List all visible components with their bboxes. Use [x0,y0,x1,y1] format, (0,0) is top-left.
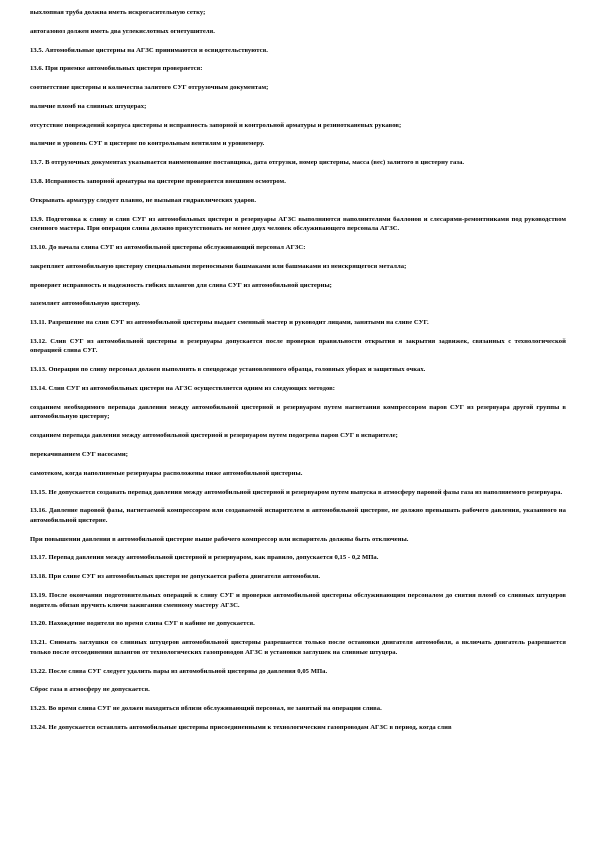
paragraph: 13.22. После слива СУГ следует удалить пары из автомобильной цистерны до давления 0,05 МПа. [30,667,328,675]
paragraph: 13.23. Во время слива СУГ не должен находиться вблизи обслуживающий персонал, не занятый на операции слива. [30,705,382,713]
paragraph: автогазовоз должен иметь два углекислотных огнетушителя. [30,27,215,35]
paragraph: 13.15. Не допускается создавать перепад давления между автомобильной цистерной и резервуаром путем выпуска в атмосферу паровой фазы газа из наполняемого резервуара. [30,488,563,496]
paragraph: созданием необходимого перепада давления между автомобильной цистерной и резервуаром путем нагнетания компрессором паров СУГ из резервуара другой группы в автомобильную цистерну; [30,403,566,421]
paragraph: наличие пломб на сливных штуцерах; [30,102,147,110]
paragraph: 13.17. Перепад давления между автомобильной цистерной и резервуаром, как правило, допускается 0,15 - 0,2 МПа. [30,554,379,562]
paragraph: созданием перепада давления между автомобильной цистерной и резервуаром путем подогрева паров СУГ в испарителе; [30,432,398,440]
paragraph: выхлопная труба должна иметь искрогасительную сетку; [30,9,206,16]
paragraph: самотеком, когда наполняемые резервуары расположены ниже автомобильной цистерны. [30,469,303,477]
paragraph: Сброс газа в атмосферу не допускается. [30,686,150,694]
paragraph: отсутствие повреждений корпуса цистерны и исправность запорной и контрольной арматуры и резинотканевых рукавов; [30,121,402,129]
paragraph: 13.10. До начала слива СУГ из автомобильной цистерны обслуживающий персонал АГЗС: [30,243,306,251]
paragraph: 13.21. Снимать заглушки со сливных штуцеров автомобильной цистерны разрешается только после остановки двигателя автомобиля, а включать двигатель разрешается только после отсоединения шлангов от технологических газопроводов АГЗС и установки заглушек на сливные штуцера. [30,639,566,656]
paragraph: наличие и уровень СУГ в цистерне по контрольным вентилям и уровнемеру. [30,140,265,148]
paragraph: заземляет автомобильную цистерну. [30,300,140,308]
paragraph: 13.24. Не допускается оставлять автомобильные цистерны присоединенными к технологическим газопроводам АГЗС в период, когда слив [30,723,452,731]
paragraph: При повышении давления в автомобильной цистерне выше рабочего компрессор или испаритель должны быть отключены. [30,535,409,543]
paragraph: перекачиванием СУГ насосами; [30,450,128,458]
paragraph: 13.18. При сливе СУГ из автомобильных цистерн не допускается работа двигателя автомобиля. [30,573,321,581]
paragraph: 13.14. Слив СУГ из автомобильных цистерн на АГЗС осуществляется одним из следующих методов: [30,385,335,393]
document-page [30,8,566,733]
paragraph: 13.12. Слив СУГ из автомобильной цистерны в резервуары допускается после проверки правильности открытия и закрытия задвижек, связанных с технологической операцией слива СУГ. [30,337,566,355]
paragraph: 13.6. При приемке автомобильных цистерн проверяется: [30,65,203,73]
paragraph: закрепляет автомобильную цистерну специальными переносными башмаками или башмаками из неискрящегося металла; [30,262,407,270]
paragraph: 13.20. Нахождение водителя во время слива СУГ в кабине не допускается. [30,620,255,628]
paragraph: 13.8. Исправность запорной арматуры на цистерне проверяется внешним осмотром. [30,178,286,186]
paragraph: 13.9. Подготовка к сливу и слив СУГ из автомобильных цистерн в резервуары АГЗС выполняются наполнителями баллонов и слесарями-ремонтниками под руководством сменного мастера. При операции слива должно присутствовать не менее двух человек обслуживающего персонала АГЗС. [30,215,566,233]
paragraph: Открывать арматуру следует плавно, не вызывая гидравлических ударов. [30,196,257,204]
paragraph: 13.11. Разрешение на слив СУГ из автомобильной цистерны выдает сменный мастер и руководит лицами, занятыми на сливе СУГ. [30,319,429,327]
paragraph: проверяет исправность и надежность гибких шлангов для слива СУГ из автомобильной цистерны; [30,281,332,289]
paragraph: 13.13. Операции по сливу персонал должен выполнять в спецодежде установленного образца, головных уборах и защитных очках. [30,366,426,374]
paragraph: 13.19. После окончания подготовительных операций к сливу СУГ и проверки автомобильной цистерны обслуживающим персоналом до снятия пломб со сливных штуцеров водитель обязан вручить ключи зажигания сменному мастеру АГЗС. [30,592,566,609]
paragraph: 13.7. В отгрузочных документах указывается наименование поставщика, дата отгрузки, номер цистерны, масса (вес) залитого в цистерну газа. [30,159,465,167]
paragraph: соответствие цистерны и количества залитого СУГ отгрузочным документам; [30,84,269,92]
paragraph: 13.16. Давление паровой фазы, нагнетаемой компрессором или создаваемой испарителем в автомобильной цистерне, не должно превышать рабочего давления, указанного на автомобильной цистерне. [30,507,566,524]
paragraph: 13.5. Автомобильные цистерны на АГЗС принимаются и освидетельствуются. [30,46,268,54]
